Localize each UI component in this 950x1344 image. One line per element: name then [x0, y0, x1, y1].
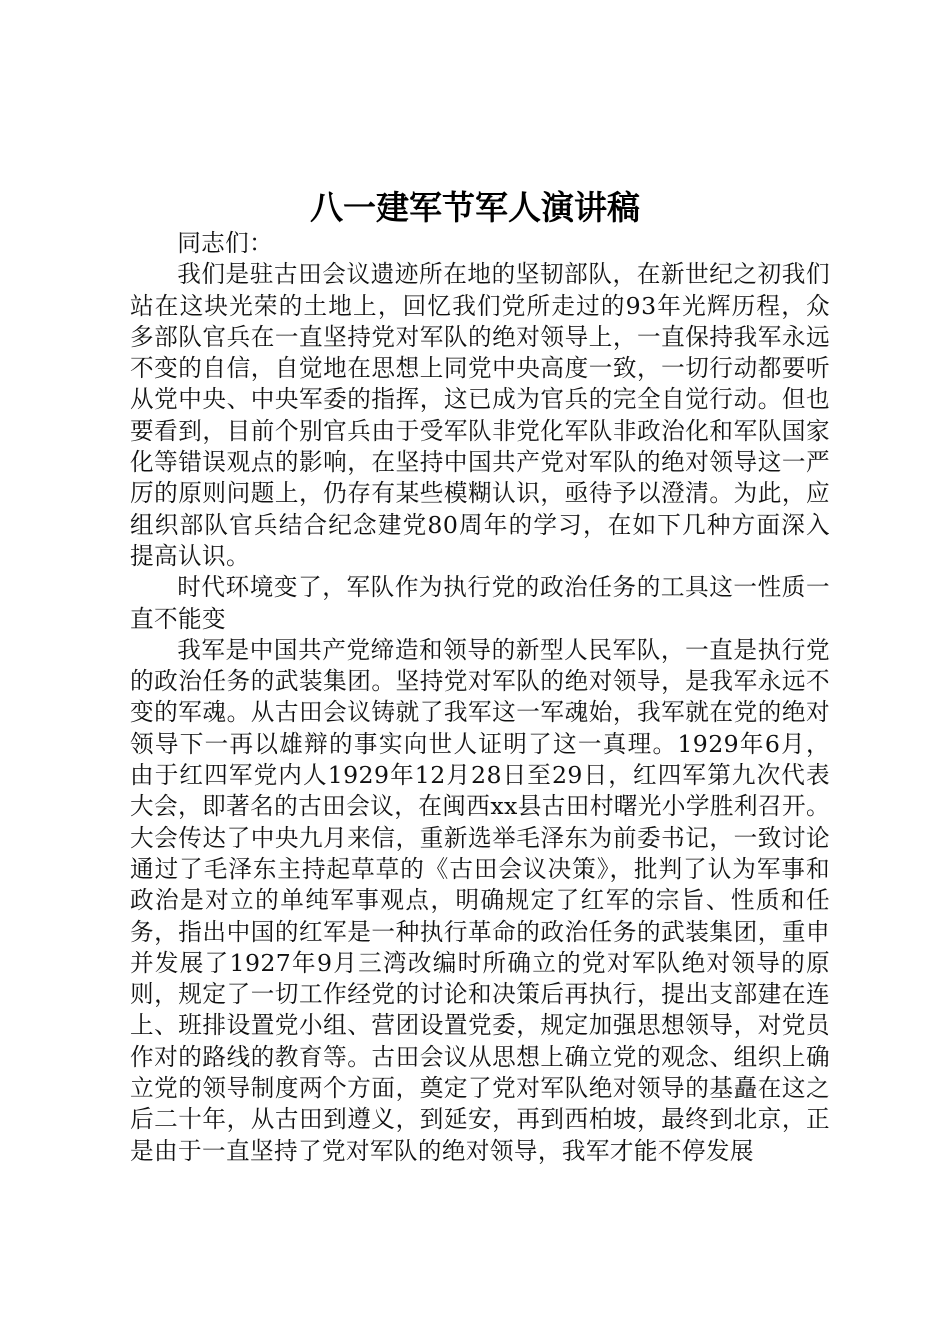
document-body — [130, 228, 830, 1167]
document-title: 八一建军节军人演讲稿 — [310, 188, 640, 227]
paragraph-section-heading: 时代环境变了，军队作为执行党的政治任务的工具这一性质一直不能变 — [130, 573, 830, 633]
paragraph-history: 我军是中国共产党缔造和领导的新型人民军队，一直是执行党的政治任务的武装集团。坚持党对军队的绝对领导，是我军永远不变的军魂。从古田会议铸就了我军这一军魂始，我军就在党的绝对领导下一再以雄辩的事实向世人证明了这一真理。1929年6月，由于红四军党内人1929年12月28日至29日，红四军第九次代表大会，即著名的古田会议，在闽西xx县古田村曙光小学胜利召开。大会传达了中央九月来信，重新选举毛泽东为前委书记，一致讨论通过了毛泽东主持起草草的《古田会议决策》，批判了认为军事和政治是对立的单纯军事观点，明确规定了红军的宗旨、性质和任务，指出中国的红军是一种执行革命的政治任务的武装集团，重申并发展了1927年9月三湾改编时所确立的党对军队绝对领导的原则，规定了一切工作经党的讨论和决策后再执行，提出支部建在连上、班排设置党小组、营团设置党委，规定加强思想领导，对党员作对的路线的教育等。古田会议从思想上确立党的观念、组织上确立党的领导制度两个方面，奠定了党对军队绝对领导的基矗在这之后二十年，从古田到遵义，到延安，再到西柏坡，最终到北京，正是由于一直坚持了党对军队的绝对领导，我军才能不停发展 — [130, 635, 830, 1165]
paragraph-greeting: 同志们： — [177, 229, 274, 257]
paragraph-introduction: 我们是驻古田会议遗迹所在地的坚韧部队，在新世纪之初我们站在这块光荣的土地上，回忆我们党所走过的93年光辉历程，众多部队官兵在一直坚持党对军队的绝对领导上，一直保持我军永远不变的自信，自觉地在思想上同党中央高度一致，一切行动都要听从党中央、中央军委的指挥，这已成为官兵的完全自觉行动。但也要看到，目前个别官兵由于受军队非党化军队非政治化和军队国家化等错误观点的影响，在坚持中国共产党对军队的绝对领导这一严厉的原则问题上，仍存有某些模糊认识，亟待予以澄清。为此，应组织部队官兵结合纪念建党80周年的学习，在如下几种方面深入提高认识。 — [130, 260, 830, 570]
